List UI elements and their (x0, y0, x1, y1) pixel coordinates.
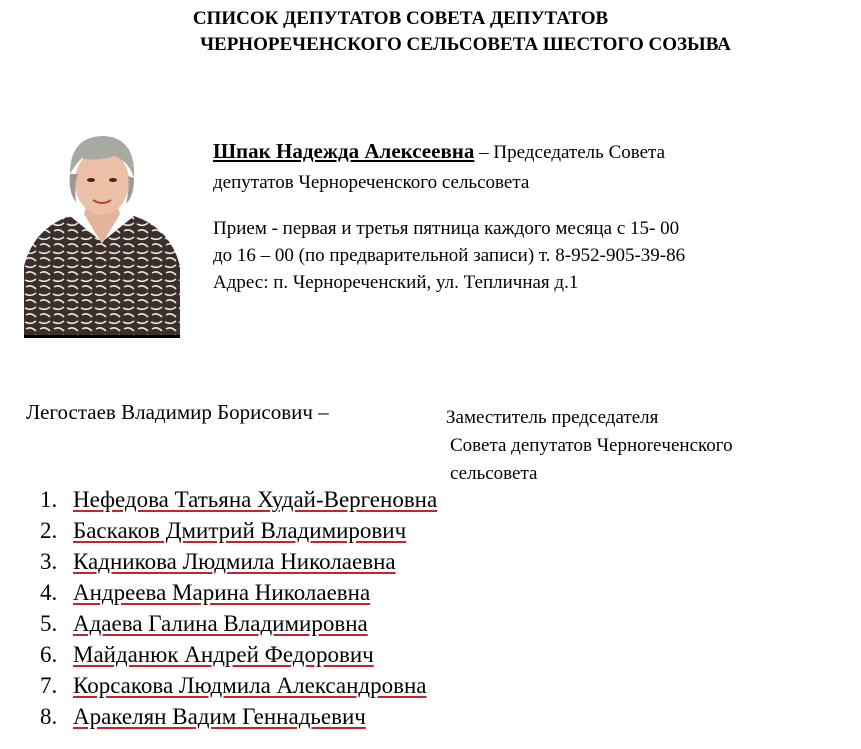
chairman-role-part1: – Председатель Совета (474, 142, 665, 163)
members-list (40, 484, 437, 732)
item-number: 7. (40, 673, 58, 698)
chairman-address: Адрес: п. Чернореченский, ул. Тепличная д.1 (213, 272, 579, 293)
reception-line-1: Прием - первая и третья пятница каждого месяца с 15- 00 (213, 218, 680, 239)
deputy-role-line-3: сельсовета (450, 463, 538, 484)
member-name-link[interactable]: Аракелян Вадим Геннадьевич (73, 704, 366, 729)
chairman-block (213, 136, 823, 296)
list-item (40, 515, 437, 546)
member-name-link[interactable]: Майданюк Андрей Федорович (73, 642, 374, 667)
list-item (40, 701, 437, 732)
member-name-link[interactable]: Нефедова Татьяна Худай-Вергеновна (73, 487, 438, 512)
chairman-name: Шпак Надежда Алексеевна (213, 139, 475, 163)
item-number: 1. (40, 487, 58, 512)
deputy-chairman-role (446, 404, 733, 488)
page-title (0, 6, 861, 58)
list-item (40, 608, 437, 639)
member-name-link[interactable]: Кадникова Людмила Николаевна (73, 549, 396, 574)
list-item (40, 639, 437, 670)
chairman-photo (24, 116, 180, 338)
item-number: 5. (40, 611, 58, 636)
member-name-link[interactable]: Адаева Галина Владимировна (73, 611, 368, 636)
deputy-chairman-name: Легостаев Владимир Борисович – (26, 400, 329, 424)
item-number: 3. (40, 549, 58, 574)
item-number: 6. (40, 642, 58, 667)
deputy-role-line-1: Заместитель председателя (446, 407, 659, 428)
item-number: 8. (40, 704, 58, 729)
list-item (40, 577, 437, 608)
reception-line-2: до 16 – 00 (по предварительной записи) т. 8-952-905-39-86 (213, 245, 686, 266)
item-number: 2. (40, 518, 58, 543)
title-line-2: ЧЕРНОРЕЧЕНСКОГО СЕЛЬСОВЕТА ШЕСТОГО СОЗЫВА (200, 34, 731, 55)
member-name-link[interactable]: Корсакова Людмила Александровна (73, 673, 427, 698)
chairman-heading (213, 136, 823, 168)
list-item (40, 546, 437, 577)
list-item (40, 484, 437, 515)
title-line-1: СПИСОК ДЕПУТАТОВ СОВЕТА ДЕПУТАТОВ (192, 8, 609, 29)
member-name-link[interactable]: Андреева Марина Николаевна (73, 580, 371, 605)
member-name-link[interactable]: Баскаков Дмитрий Владимирович (73, 518, 407, 543)
list-item (40, 670, 437, 701)
chairman-role-part2: депутатов Чернореченского сельсовета (213, 172, 530, 193)
chairman-reception (213, 215, 823, 296)
item-number: 4. (40, 580, 58, 605)
deputy-role-line-2: Совета депутатов Черноreченского (450, 435, 733, 456)
